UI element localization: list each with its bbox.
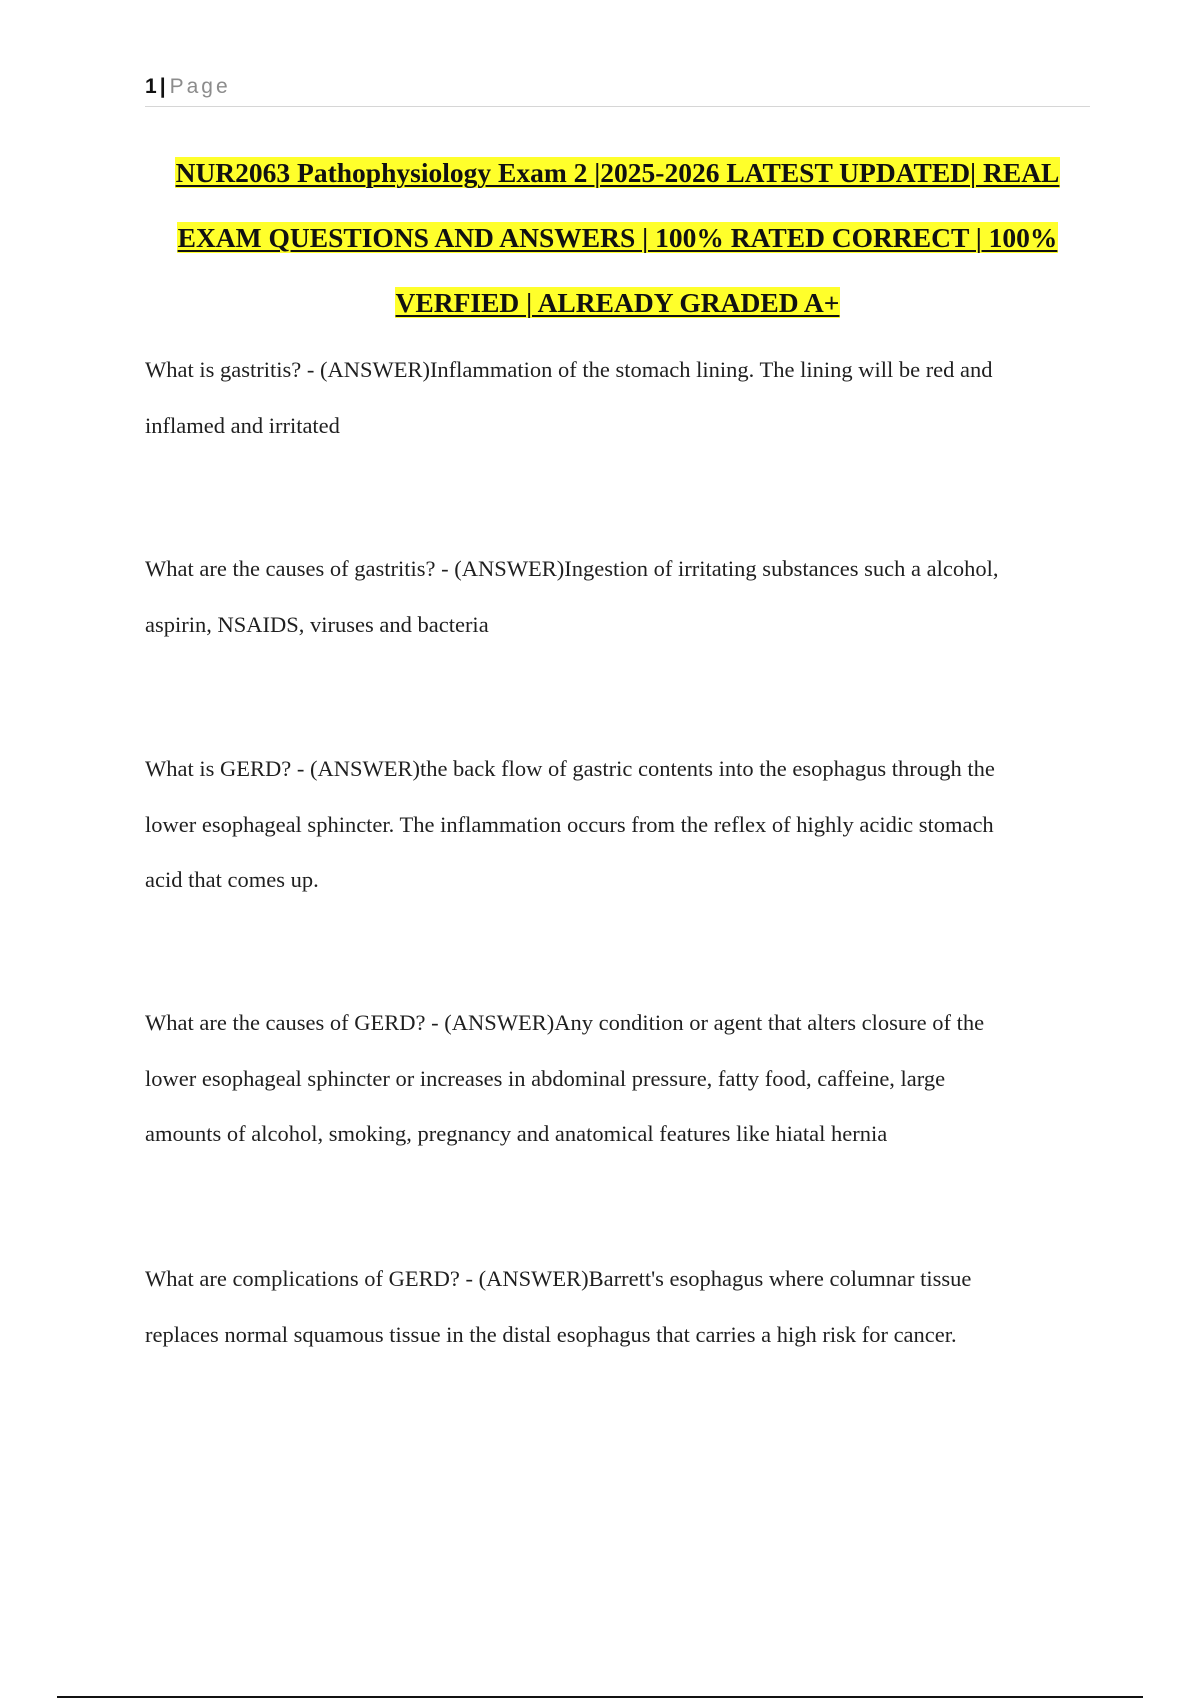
title-line-text: VERFIED | ALREADY GRADED A+ (395, 287, 840, 318)
title-line (145, 140, 1090, 205)
qa-line: lower esophageal sphincter. The inflammation occurs from the reflex of highly acidic stomach (145, 811, 994, 837)
title-line (145, 270, 1090, 335)
qa-item-gerd (145, 741, 1090, 908)
qa-item-gerd-complications (145, 1251, 1090, 1362)
page-separator: | (159, 75, 166, 98)
qa-line: lower esophageal sphincter or increases in abdominal pressure, fatty food, caffeine, large (145, 1065, 946, 1091)
footer-rule (57, 1696, 1143, 1698)
qa-item-gastritis-causes (145, 541, 1090, 652)
qa-line: What are the causes of gastritis? - (ANSWER)Ingestion of irritating substances such a alcohol, (145, 556, 999, 581)
page-number: 1 (145, 75, 157, 98)
page-header (145, 72, 1090, 107)
qa-line: What is GERD? - (ANSWER)the back flow of gastric contents into the esophagus through the (145, 756, 995, 781)
qa-line: inflamed and irritated (145, 412, 340, 438)
qa-item-gastritis (145, 342, 1090, 453)
qa-line: acid that comes up. (145, 867, 319, 892)
page-label: Page (169, 75, 231, 98)
qa-line: amounts of alcohol, smoking, pregnancy and anatomical features like hiatal hernia (145, 1121, 888, 1146)
qa-line: What are complications of GERD? - (ANSWER)Barrett's esophagus where columnar tissue (145, 1266, 972, 1291)
qa-line: replaces normal squamous tissue in the distal esophagus that carries a high risk for cancer. (145, 1321, 957, 1347)
qa-item-gerd-causes (145, 995, 1090, 1162)
title-line-text: EXAM QUESTIONS AND ANSWERS | 100% RATED CORRECT | 100% (177, 222, 1058, 253)
qa-line: What is gastritis? - (ANSWER)Inflammation of the stomach lining. The lining will be red and (145, 357, 993, 382)
title-line (145, 205, 1090, 270)
qa-line: What are the causes of GERD? - (ANSWER)Any condition or agent that alters closure of the (145, 1010, 985, 1035)
qa-line: aspirin, NSAIDS, viruses and bacteria (145, 611, 489, 637)
title-line-text: NUR2063 Pathophysiology Exam 2 |2025-2026 LATEST UPDATED| REAL (175, 157, 1060, 188)
document-title (145, 140, 1090, 335)
